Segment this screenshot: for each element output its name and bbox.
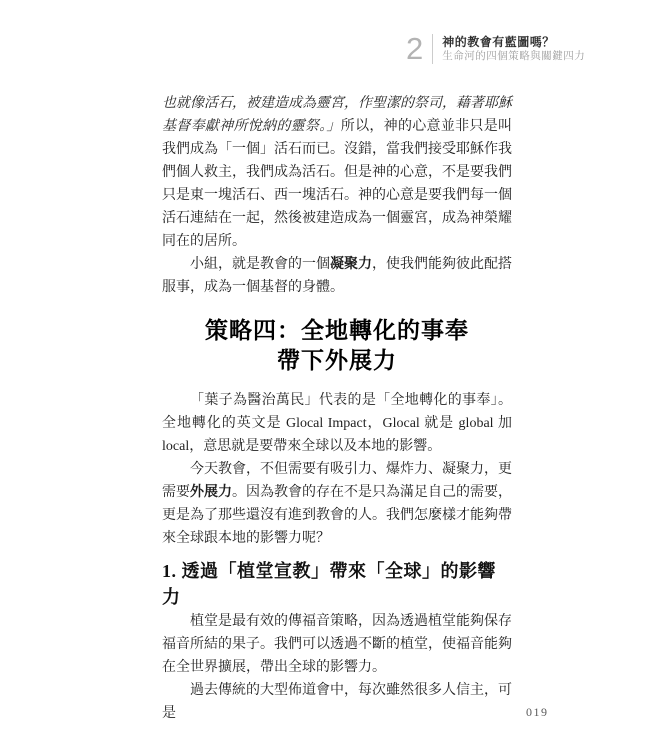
- paragraph-small-group-cohesion: [162, 253, 512, 299]
- section-heading-line-2: 帶下外展力: [277, 347, 397, 373]
- text-segment-normal: 植堂是最有效的傳福音策略，因為透過植堂能夠保存福音所結的果子。我們可以透過不斷的植堂，使福音能夠在全世界擴展，帶出全球的影響力。: [162, 614, 512, 675]
- text-segment-kai: 也就像活石，被建造成為靈宮，作聖潔的祭司，藉著耶穌基督奉獻神所悅納的靈祭。」: [162, 96, 512, 134]
- subsection-heading-church-planting: 1. 透過「植堂宣教」帶來「全球」的影響力: [162, 561, 496, 607]
- text-segment-normal: 。因為教會的存在不是只為滿足自己的需要，更是為了那些還沒有進到教會的人。我們怎麼樣才能夠帶來全球跟本地的影響力呢？: [162, 485, 512, 546]
- running-head: [406, 33, 585, 64]
- text-segment-bold: 外展力: [190, 485, 232, 500]
- text-segment-normal: 小組，就是教會的一個: [190, 257, 330, 272]
- text-segment-normal: 今天教會，不但需要有吸引力、爆炸力、凝聚力，更需要: [162, 462, 512, 500]
- paragraph-traditional-crusades: [162, 679, 512, 725]
- section-heading-line-1: 策略四：全地轉化的事奉: [205, 317, 469, 343]
- text-segment-normal: 所以，神的心意並非只是叫我們成為「一個」活石而已。沒錯，當我們接受耶穌作我們個人救主，我們成為活石。但是神的心意，不是要我們只是東一塊活石、西一塊活石。神的心意是要我們每一個活石連結在一起，然後被建造成為一個靈宮，成為神榮耀同在的居所。: [162, 119, 513, 249]
- text-segment-bold: 凝聚力: [330, 257, 372, 272]
- chapter-subtitle: 生命河的四個策略與關鍵四力: [442, 49, 586, 62]
- chapter-title-block: [433, 35, 585, 63]
- text-segment-normal: ，使我們能夠彼此配搭服事，成為一個基督的身體。: [162, 257, 512, 295]
- page-number: 019: [526, 705, 549, 719]
- section-heading-strategy-four: [162, 315, 512, 375]
- chapter-number: 2: [406, 31, 424, 66]
- text-segment-normal: 過去傳統的大型佈道會中，每次雖然很多人信主，可是: [162, 683, 512, 721]
- page-body: [162, 92, 512, 725]
- text-segment-normal: 「葉子為醫治萬民」代表的是「全地轉化的事奉」。全地轉化的英文是 Glocal Impact，Glocal 就是 global 加 local，意思就是要帶來全球以及本地的影響。: [162, 393, 512, 454]
- paragraph-outreach-need: [162, 458, 512, 550]
- paragraph-living-stones: [162, 92, 512, 253]
- paragraph-glocal-impact: [162, 389, 512, 458]
- paragraph-church-planting-strategy: [162, 610, 512, 679]
- chapter-title: 神的教會有藍圖嗎？: [442, 34, 555, 49]
